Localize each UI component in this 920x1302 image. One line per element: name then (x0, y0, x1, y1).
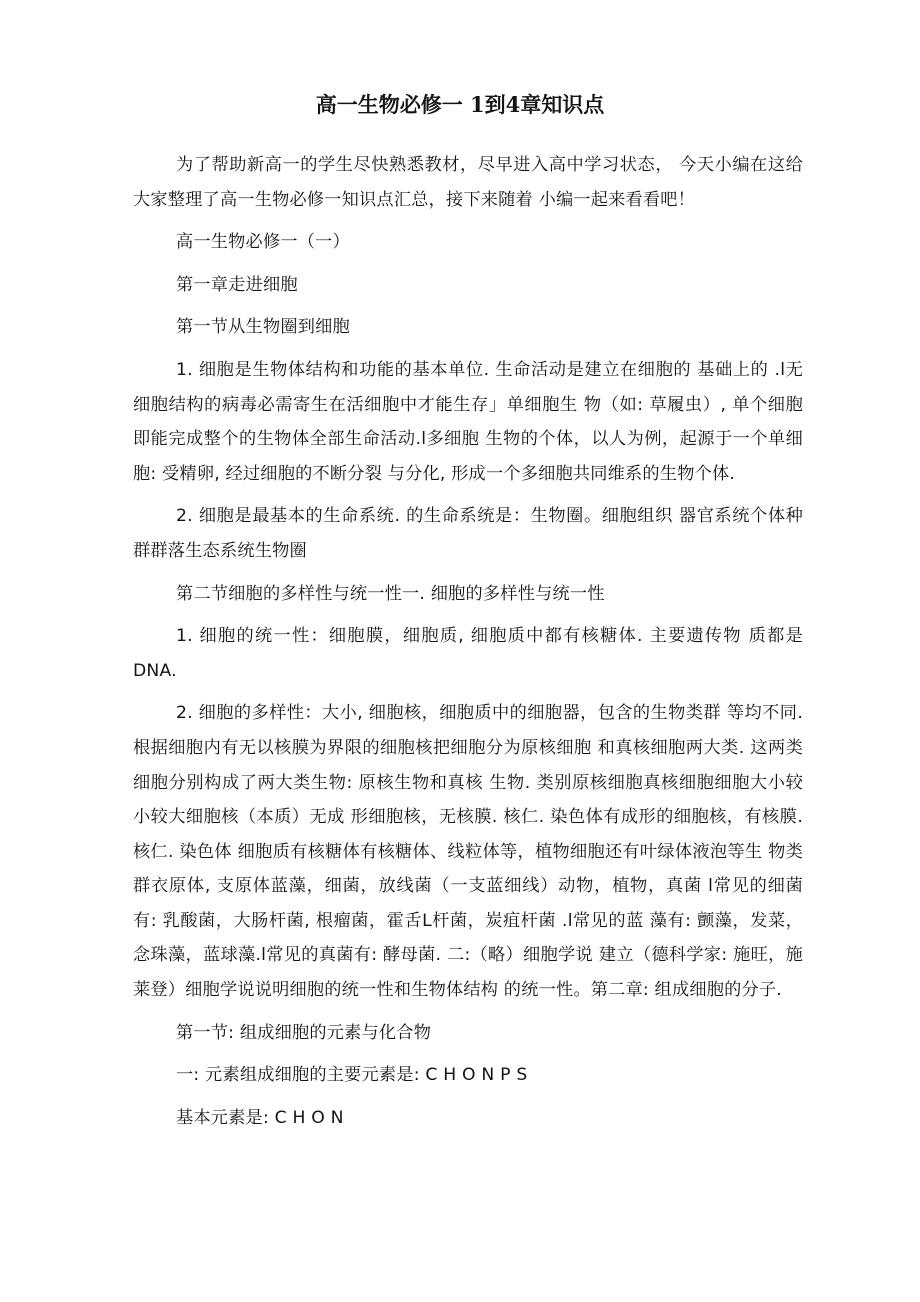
section-heading: 第二节细胞的多样性与统一性一. 细胞的多样性与统一性 (176, 583, 605, 604)
intro-paragraph: 为了帮助新高一的学生尽快熟悉教材，尽早进入高中学习状态， 今天小编在这给大家整理了高一生物必修一知识点汇总，接下来随着 小编一起来看看吧！ (133, 155, 803, 210)
paragraph: 基本元素是: C H O N (176, 1107, 344, 1128)
chapter-heading: 第一章走进细胞 (176, 274, 298, 295)
paragraph: 2. 细胞是最基本的生命系统. 的生命系统是：生物圈。细胞组织 器官系统个体种群群落生态系统生物圈 (133, 506, 803, 561)
section-heading: 高一生物必修一（一） (176, 232, 350, 253)
page-title: 高一生物必修一 1到4章知识点 (315, 92, 605, 117)
paragraph: 1. 细胞是生物体结构和功能的基本单位. 生命活动是建立在细胞的 基础上的 .l无细胞结构的病毒必需寄生在活细胞中才能生存」单细胞生 物（如: 草履虫）, 单个细胞即能完成整个的生物体全部生命活动.l多细胞 生物的个体，以人为例，起源于一个单细胞: 受精卵, 经过细胞的不断分裂 与分化, 形成一个多细胞共同维系的生物个体. (133, 359, 803, 484)
document-body (133, 148, 803, 1135)
section-heading: 第一节从生物圈到细胞 (176, 317, 350, 338)
section-heading: 第一节: 组成细胞的元素与化合物 (176, 1022, 432, 1043)
paragraph: 1. 细胞的统一性：细胞膜，细胞质, 细胞质中都有核糖体. 主要遗传物 质都是DNA. (133, 626, 803, 681)
paragraph: 2. 细胞的多样性：大小, 细胞核，细胞质中的细胞器，包含的生物类群 等均不同. 根据细胞内有无以核膜为界限的细胞核把细胞分为原核细胞 和真核细胞两大类. 这两类细胞分别构成了两大类生物: 原核生物和真核 生物. 类别原核细胞真核细胞细胞大小较小较大细胞核（本质）无成 形细胞核，无核膜. 核仁. 染色体有成形的细胞核，有核膜. 核仁. 染色体 细胞质有核糖体有核糖体、线粒体等，植物细胞还有叶绿体液泡等生 物类群衣原体, 支原体蓝藻，细菌，放线菌（一支蓝细线）动物，植物，真菌 l常见的细菌有: 乳酸菌，大肠杆菌, 根瘤菌，霍舌L杆菌，炭疽杆菌 .l常见的蓝 藻有: 颤藻，发菜，念珠藻，蓝球藻.l常见的真菌有: 酵母菌. 二:（略）细胞学说 建立（德科学家: 施旺，施莱登）细胞学说说明细胞的统一性和生物体结构 的统一性。第二章: 组成细胞的分子. (133, 703, 803, 1001)
paragraph: 一: 元素组成细胞的主要元素是: C H O N P S (176, 1065, 528, 1086)
